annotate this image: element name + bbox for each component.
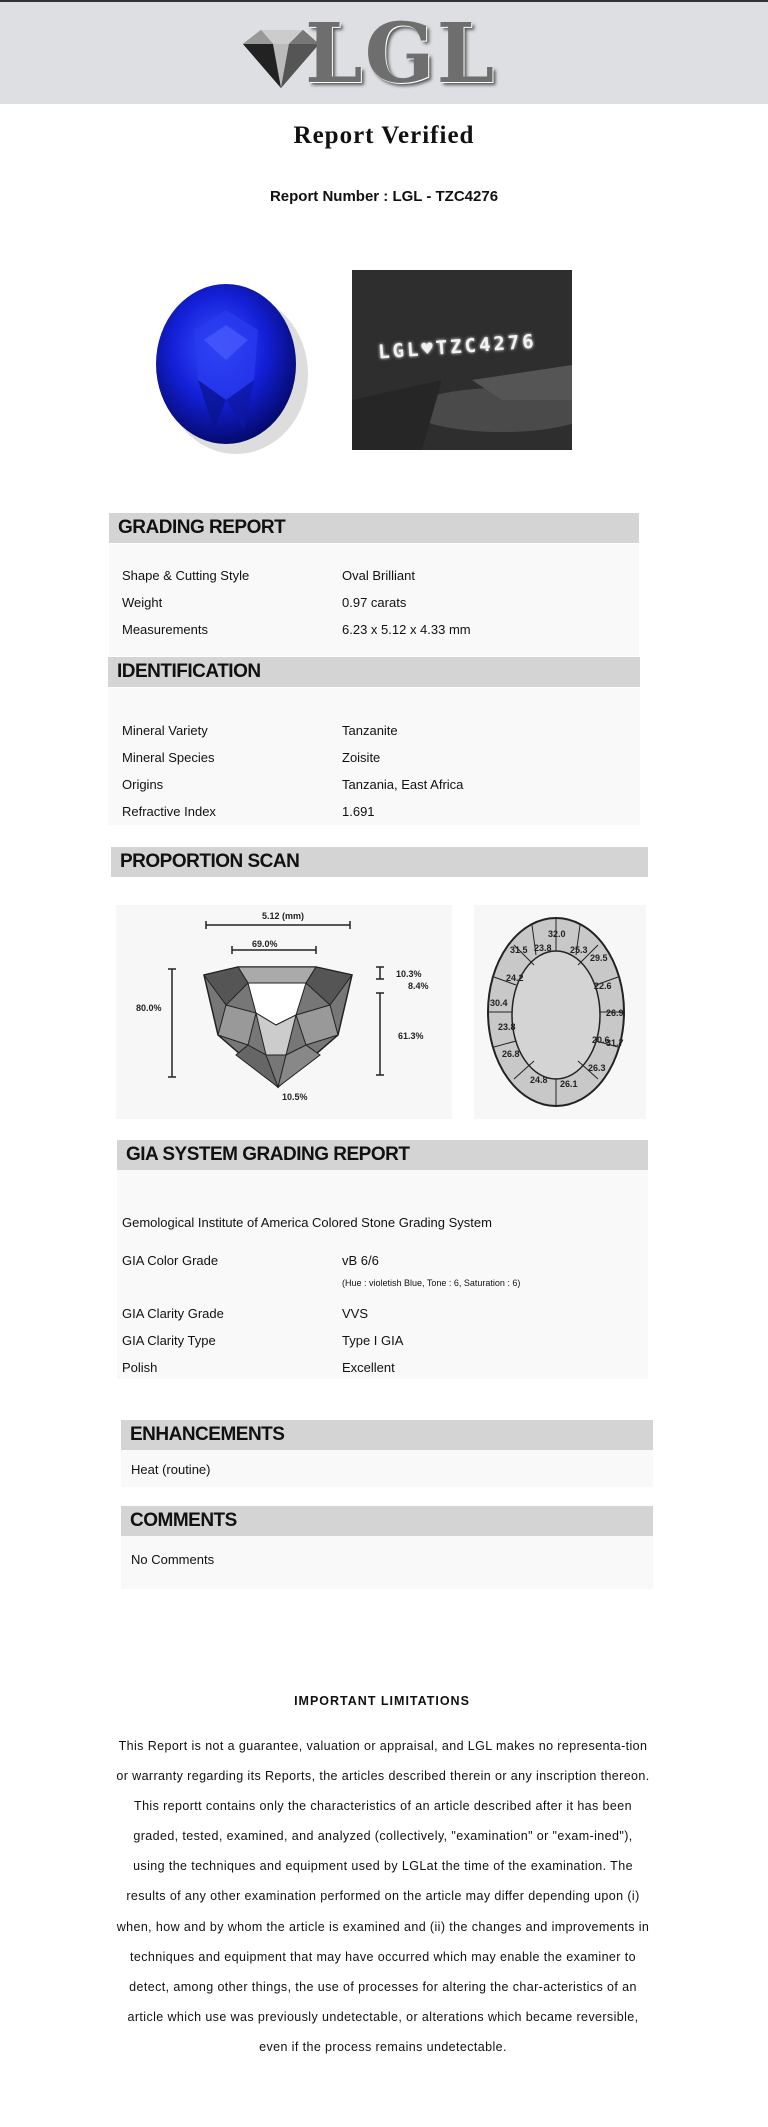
identification-heading: IDENTIFICATION — [108, 657, 640, 687]
facet-label: 26.8 — [502, 1049, 520, 1059]
facet-label: 22.6 — [594, 981, 612, 991]
gia-system-name: Gemological Institute of America Colored Stone Grading System — [122, 1215, 492, 1230]
origins-label: Origins — [122, 777, 164, 792]
facet-label: 26.3 — [588, 1063, 606, 1073]
origins-value: Tanzania, East Africa — [342, 777, 464, 792]
gia-clarity-grade-label: GIA Clarity Grade — [122, 1306, 224, 1321]
laser-inscription: LGL♥TZC4276 — [377, 330, 538, 364]
comments-heading: COMMENTS — [121, 1506, 653, 1536]
facet-label: 24.2 — [506, 973, 524, 983]
shape-label: Shape & Cutting Style — [122, 568, 250, 583]
gia-clarity-type-value: Type I GIA — [342, 1333, 404, 1348]
header-banner — [0, 0, 768, 104]
facet-label: 26.9 — [606, 1008, 624, 1018]
facet-label: 32.0 — [548, 929, 566, 939]
facet-label: 30.4 — [490, 998, 508, 1008]
facet-label: 31.5 — [510, 945, 528, 955]
facet-label: 29.5 — [590, 953, 608, 963]
facet-label: 24.8 — [530, 1075, 548, 1085]
facet-label: 23.8 — [498, 1022, 516, 1032]
measurements-value: 6.23 x 5.12 x 4.33 mm — [342, 622, 471, 637]
mineral-variety-label: Mineral Variety — [122, 723, 208, 738]
enhancements-heading: ENHANCEMENTS — [121, 1420, 653, 1450]
gemstone-photo — [134, 270, 322, 458]
facet-label: 20.6 — [592, 1035, 610, 1045]
refractive-index-value: 1.691 — [342, 804, 375, 819]
report-number: Report Number : LGL - TZC4276 — [269, 188, 499, 205]
gia-color-label: GIA Color Grade — [122, 1253, 219, 1268]
enhancements-value: Heat (routine) — [131, 1462, 211, 1477]
gia-clarity-type-label: GIA Clarity Type — [122, 1333, 216, 1348]
proportion-scan-heading: PROPORTION SCAN — [111, 847, 648, 877]
facet-label: 25.3 — [570, 945, 588, 955]
girdle-label: 8.4% — [408, 981, 429, 991]
mineral-species-value: Zoisite — [342, 750, 381, 765]
grading-report-heading: GRADING REPORT — [109, 513, 639, 543]
facet-label: 23.8 — [534, 943, 552, 953]
weight-label: Weight — [122, 595, 163, 610]
polish-value: Excellent — [342, 1360, 395, 1375]
logo-wordmark: LGL — [305, 6, 497, 102]
page-title: Report Verified — [293, 122, 475, 149]
limitations-heading: IMPORTANT LIMITATIONS — [294, 1694, 470, 1708]
gia-heading: GIA SYSTEM GRADING REPORT — [117, 1140, 648, 1170]
profile-diagram — [116, 905, 452, 1119]
shape-value: Oval Brilliant — [342, 568, 415, 583]
culet-label: 10.5% — [282, 1092, 308, 1102]
lgl-logo — [233, 6, 497, 102]
refractive-index-label: Refractive Index — [122, 804, 216, 819]
pavilion-label: 61.3% — [398, 1031, 424, 1041]
comments-value: No Comments — [131, 1552, 215, 1567]
gia-color-value: vB 6/6 — [342, 1253, 379, 1268]
depth-label: 80.0% — [136, 1003, 162, 1013]
crown-label: 10.3% — [396, 969, 422, 979]
mineral-species-label: Mineral Species — [122, 750, 215, 765]
limitations-body: This Report is not a guarantee, valuation or appraisal, and LGL makes no representa-tion or warranty regarding its Reports, the articles described therein or any inscription thereon. This reportt contains only the characteristics of an article described after it has been graded, tested, examined, and analyzed (collectively, "examination" or "exam-ined"), using the techniques and equipment used by LGLat the time of the examination. The results of any other examination performed on the article may differ depending upon (i) when, how and by whom the article is examined and (ii) the changes and improvements in techniques and equipment that may have occurred which may enable the examiner to detect, among other things, the use of processes for altering the char-acteristics of an article which use was previously undetectable, or alterations which became reversible, even if the process remains undetectable. — [116, 1739, 650, 2054]
facet-label: 26.1 — [560, 1079, 578, 1089]
width-label: 5.12 (mm) — [262, 911, 305, 921]
inscription-photo — [352, 270, 572, 450]
facet-map-diagram — [474, 905, 646, 1119]
measurements-label: Measurements — [122, 622, 208, 637]
table-label: 69.0% — [252, 939, 278, 949]
gia-clarity-grade-value: VVS — [342, 1306, 369, 1321]
mineral-variety-value: Tanzanite — [342, 723, 398, 738]
polish-label: Polish — [122, 1360, 158, 1375]
facet-label: 31.7 — [606, 1038, 624, 1048]
gia-color-note: (Hue : violetish Blue, Tone : 6, Saturation : 6) — [342, 1278, 521, 1288]
weight-value: 0.97 carats — [342, 595, 407, 610]
